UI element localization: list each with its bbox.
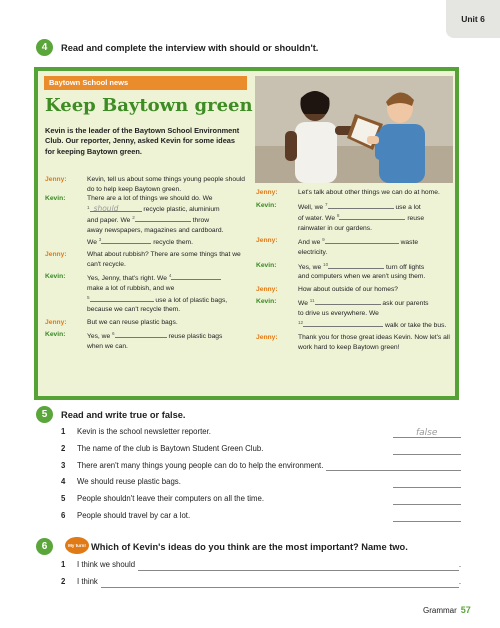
speaker-kevin: Kevin:	[45, 331, 66, 339]
dialog-line	[256, 285, 454, 295]
dialog-text: because we can't recycle them.	[87, 306, 181, 314]
dialog-text: Well, we	[298, 203, 324, 211]
answer-blank[interactable]	[326, 460, 461, 471]
exercise-5-heading	[36, 406, 186, 423]
dialog-text: We	[87, 238, 97, 246]
photo-illustration	[255, 76, 453, 183]
gap-3[interactable]	[98, 236, 151, 244]
item-number: 2	[61, 443, 66, 453]
item-text: People should travel by car a lot.	[77, 510, 191, 520]
dialog-line	[256, 201, 454, 234]
item-end: .	[458, 576, 461, 586]
item-text: I think we should	[77, 560, 136, 569]
article-intro: Kevin is the leader of the Baytown School Environment Club. Our reporter, Jenny, asked Kevin for some ideas for keeping Baytown green.	[45, 126, 240, 156]
list-item	[61, 557, 461, 574]
gap-number: 11	[309, 298, 315, 304]
gap-number: 10	[323, 261, 329, 267]
dialog-text: and paper. We	[87, 217, 131, 225]
speaker-jenny: Jenny:	[45, 318, 67, 326]
speaker-jenny: Jenny:	[45, 176, 67, 183]
gap-number: 6	[112, 331, 115, 337]
speaker-jenny: Jenny:	[256, 189, 278, 196]
dialog-text: rainwater in our gardens.	[298, 224, 372, 232]
dialog-line	[45, 250, 251, 269]
dialog-line	[45, 272, 251, 314]
item-text: There aren't many things young people can do to help the environment.	[77, 460, 324, 470]
exercise-6-heading	[36, 538, 408, 555]
dialog-text: of water. We	[298, 215, 336, 223]
list-item	[61, 474, 461, 491]
item-number: 1	[61, 560, 66, 569]
item-text: The name of the club is Baytown Student Green Club.	[77, 443, 264, 453]
dialog-text: We	[298, 300, 308, 308]
item-text: Kevin is the school newsletter reporter.	[77, 427, 211, 436]
exercise-number: 4	[36, 39, 53, 56]
item-number: 2	[61, 576, 66, 586]
footer-label: Grammar	[423, 606, 457, 615]
exercise-instruction: Read and complete the interview with should or shouldn't.	[61, 42, 319, 53]
item-text: I think	[77, 576, 98, 586]
gap-7[interactable]	[328, 201, 394, 209]
gap-12[interactable]	[303, 319, 383, 327]
article-panel	[34, 67, 459, 400]
dialog-text: make a lot of rubbish, and we	[87, 284, 175, 292]
dialog-text: What about rubbish? There are some things that we can't recycle.	[87, 251, 241, 268]
list-item	[61, 508, 461, 525]
gap-number: 3	[98, 236, 102, 242]
list-item	[61, 458, 461, 475]
dialog-text: walk or take the bus.	[384, 321, 447, 329]
exercise-instruction: Read and write true or false.	[61, 409, 186, 420]
dialog-text: waste	[400, 239, 419, 247]
gap-number: 8	[336, 213, 340, 219]
exercise-4-heading	[36, 39, 318, 56]
item-number: 4	[61, 477, 66, 487]
dialog-line	[45, 194, 251, 247]
answer-blank[interactable]	[393, 494, 461, 505]
dialog-text: Yes, we	[298, 263, 322, 271]
list-item	[61, 424, 461, 441]
news-source: Baytown School news	[44, 76, 247, 90]
dialog-text: There are a lot of things we should do. We	[87, 195, 213, 203]
item-number: 6	[61, 510, 66, 520]
dialog-text: How about outside of our homes?	[298, 285, 399, 293]
speaker-kevin: Kevin:	[45, 273, 66, 281]
gap-9[interactable]	[325, 236, 399, 244]
item-text: People shouldn't leave their computers on all the time.	[77, 494, 264, 504]
list-item	[61, 441, 461, 458]
dialog-text: Let's talk about other things we can do at home.	[298, 189, 440, 196]
dialog-text: Thank you for those great ideas Kevin. Now let's all work hard to keep Baytown green!	[298, 334, 450, 351]
speaker-jenny: Jenny:	[256, 334, 278, 342]
dialog-text: Kevin, tell us about some things young people should do to help keep Baytown green.	[87, 176, 246, 193]
dialog-line	[45, 175, 251, 194]
item-end: .	[458, 560, 461, 569]
dialog-text: recycle plastic, aluminium	[143, 205, 220, 213]
exercise-number: 6	[36, 538, 53, 555]
gap-number: 7	[325, 201, 328, 207]
gap-number: 12	[298, 319, 304, 325]
dialog-text: use a lot of plastic bags,	[155, 296, 228, 304]
gap-4[interactable]	[168, 272, 221, 280]
dialog-line	[45, 318, 251, 328]
speaker-kevin: Kevin:	[256, 201, 277, 209]
dialog-text: And we	[298, 239, 321, 247]
dialog-text: throw	[192, 217, 210, 225]
dialog-text: ask our parents	[382, 300, 429, 308]
answer-blank[interactable]	[138, 560, 459, 571]
answer-blank[interactable]	[393, 444, 461, 455]
dialog-text: recycle them.	[153, 238, 193, 246]
speaker-jenny: Jenny:	[256, 285, 278, 293]
answer-blank[interactable]	[393, 477, 461, 488]
item-number: 5	[61, 494, 66, 504]
example-answer: false	[416, 428, 438, 438]
my-turn-badge: My turn!	[65, 537, 89, 554]
gap-8[interactable]	[336, 212, 405, 220]
photo-students-clipboard	[255, 76, 453, 183]
dialog-text: use a lot	[395, 203, 421, 211]
speaker-kevin: Kevin:	[256, 261, 277, 269]
speaker-jenny: Jenny:	[256, 237, 278, 245]
gap-11[interactable]	[315, 297, 381, 305]
list-item	[61, 491, 461, 508]
dialog-text: and computers when we aren't using them.	[298, 273, 426, 281]
dialog-line	[256, 333, 454, 352]
dialog-text: reuse	[407, 215, 425, 223]
item-number: 3	[61, 460, 66, 470]
speaker-kevin: Kevin:	[45, 195, 66, 203]
dialog-text: turn off lights	[386, 263, 425, 271]
exercise-instruction: Which of Kevin's ideas do you think are the most important? Name two.	[91, 541, 408, 552]
speaker-kevin: Kevin:	[256, 298, 277, 306]
dialog-line	[256, 236, 454, 257]
gap-number: 4	[168, 273, 172, 279]
item-text: We should reuse plastic bags.	[77, 477, 181, 487]
dialog-line	[256, 297, 454, 330]
answer-blank[interactable]	[101, 577, 459, 588]
page-number: 57	[460, 605, 471, 615]
item-number: 1	[61, 427, 66, 436]
dialog-text: Yes, Jenny, that's right. We	[87, 275, 167, 283]
true-false-list	[61, 424, 461, 525]
gap-6[interactable]	[115, 330, 167, 338]
gap-number: 1	[87, 204, 90, 210]
gap-number: 9	[322, 237, 325, 243]
dialog-line	[45, 330, 251, 351]
left-dialog	[45, 175, 251, 352]
page-footer	[423, 605, 471, 615]
exercise-number: 5	[36, 406, 53, 423]
gap-number: 5	[87, 294, 90, 300]
list-item	[61, 574, 461, 591]
example-answer: should	[93, 203, 119, 213]
gap-1[interactable]	[90, 204, 142, 212]
sentence-list	[61, 557, 461, 591]
dialog-line	[256, 261, 454, 282]
dialog-text: reuse plastic bags	[168, 333, 223, 341]
dialog-text: when we can.	[87, 342, 128, 350]
gap-number: 2	[132, 215, 135, 221]
article-headline: Keep Baytown green	[45, 95, 253, 116]
dialog-line	[256, 188, 454, 198]
dialog-text: to drive us everywhere. We	[298, 309, 379, 317]
gap-5[interactable]	[90, 294, 154, 302]
dialog-text: But we can reuse plastic bags.	[87, 318, 178, 326]
gap-10[interactable]	[328, 261, 384, 269]
dialog-text: Yes, we	[87, 333, 111, 341]
right-dialog	[256, 188, 454, 352]
speaker-jenny: Jenny:	[45, 251, 67, 259]
dialog-text: electricity.	[298, 248, 328, 256]
dialog-text: away newspapers, magazines and cardboard.	[87, 226, 224, 234]
gap-2[interactable]	[135, 214, 191, 222]
unit-tab: Unit 6	[446, 0, 500, 38]
answer-blank[interactable]	[393, 511, 461, 522]
